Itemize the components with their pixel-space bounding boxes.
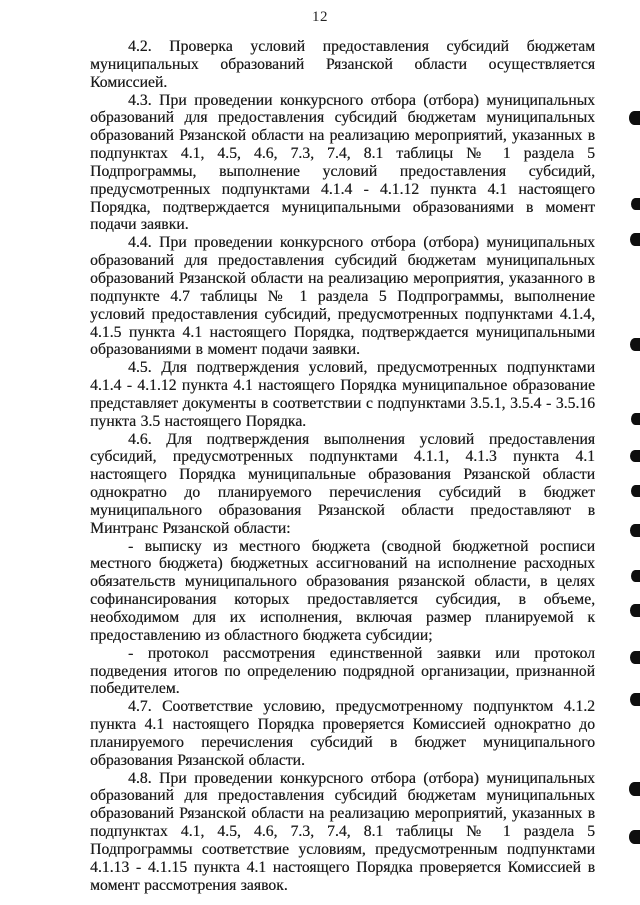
paragraph: 4.6. Для подтверждения выполнения условий предоставления субсидий, предусмотренных подпунктами 4.1.1, 4.1.3 пункта 4.1 настоящего Порядка муниципальные образования Рязанской области однократно до планируемого перечисления субсидий в бюджет муниципального образования Рязанской области предоставляют в Минтранс Рязанской области: (90, 430, 595, 537)
paragraph: - выписку из местного бюджета (сводной бюджетной росписи местного бюджета) бюджетных ассигнований на исполнение расходных обязательств муниципального образования рязанской области, в целях софинансирования которых предоставляется субсидия, в объеме, необходимом для их исполнения, включая размер планируемой к предоставлению из областного бюджета субсидии; (90, 537, 595, 644)
paragraph: 4.4. При проведении конкурсного отбора (отбора) муниципальных образований для предоставления субсидий бюджетам муниципальных образований Рязанской области на реализацию мероприятия, указанного в подпункте 4.7 таблицы № 1 раздела 5 Подпрограммы, выполнение условий предоставления субсидий, предусмотренных подпунктами 4.1.4, 4.1.5 пункта 4.1 настоящего Порядка, подтверждается муниципальными образованиями в момент подачи заявки. (90, 234, 595, 359)
scan-edge-mark (630, 338, 640, 351)
paragraph: 4.5. Для подтверждения условий, предусмотренных подпунктами 4.1.4 - 4.1.12 пункта 4.1 настоящего Порядка муниципальное образование представляет документы в соответствии с подпунктами 3.5.1, 3.5.4 - 3.5.16 пункта 3.5 настоящего Порядка. (90, 359, 595, 430)
paragraph: 4.7. Соответствие условию, предусмотренному подпунктом 4.1.2 пункта 4.1 настоящего Порядка проверяется Комиссией однократно до планируемого перечисления субсидий в бюджет муниципального образования Рязанской области. (90, 698, 595, 769)
page-number: 12 (312, 9, 328, 25)
scan-edge-mark (631, 485, 640, 497)
paragraph: 4.2. Проверка условий предоставления субсидий бюджетам муниципальных образований Рязанской области осуществляется Комиссией. (90, 38, 595, 91)
scan-edge-mark (630, 450, 640, 462)
scan-edge-mark (630, 233, 640, 246)
document-body (90, 38, 595, 895)
scan-edge-mark (629, 782, 640, 796)
paragraph: - протокол рассмотрения единственной заявки или протокол подведения итогов по определению подрядной организации, признанной победителем. (90, 644, 595, 698)
paragraph: 4.3. При проведении конкурсного отбора (отбора) муниципальных образований для предоставления субсидий бюджетам муниципальных образований Рязанской области на реализацию мероприятий, указанных в подпунктах 4.1, 4.5, 4.6, 7.3, 7.4, 8.1 таблицы № 1 раздела 5 Подпрограммы, выполнение условий предоставления субсидий, предусмотренных подпунктами 4.1.4 - 4.1.12 пункта 4.1 настоящего Порядка, подтверждается муниципальными образованиями в момент подачи заявки. (90, 91, 595, 234)
scan-edge-mark (630, 693, 640, 706)
scan-edge-mark (630, 651, 640, 664)
scan-edge-mark (630, 524, 640, 537)
scan-edge-mark (631, 413, 640, 425)
scan-edge-mark (631, 570, 640, 582)
scan-edge-mark (631, 198, 640, 210)
paragraph: 4.8. При проведении конкурсного отбора (отбора) муниципальных образований для предоставления субсидий бюджетам муниципальных образований Рязанской области на реализацию мероприятий, указанных в подпунктах 4.1, 4.5, 4.6, 7.3, 7.4, 8.1 таблицы № 1 раздела 5 Подпрограммы соответствие условиям, предусмотренным подпунктами 4.1.13 - 4.1.15 пункта 4.1 настоящего Порядка проверяется Комиссией в момент рассмотрения заявок. (90, 769, 595, 894)
scan-edge-mark (629, 111, 640, 125)
scan-edge-mark (629, 830, 640, 844)
scan-edge-mark (630, 604, 640, 617)
